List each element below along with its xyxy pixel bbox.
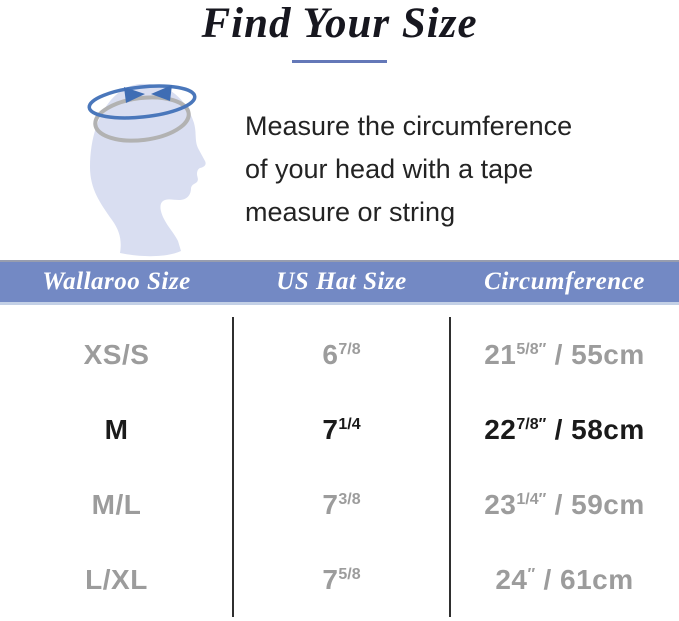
header-us-hat-size: US Hat Size [276,268,407,295]
circ-fraction: 5/8″ [516,340,547,358]
circ-fraction: ″ [527,565,536,583]
circ-fraction: 7/8″ [516,415,547,433]
intro-text: Measure the circumference of your head with a tape measure or string [245,111,573,227]
table-row-l-xl [0,542,679,617]
circ-base: 21 [484,338,517,370]
us-hat-size-value [233,414,450,446]
wallaroo-size-value: M/L [91,488,142,520]
circ-cm: / 59cm [546,488,645,520]
us-size-base: 7 [322,563,339,595]
header-wallaroo-size: Wallaroo Size [42,268,191,295]
circumference-value [450,339,679,371]
size-table-header [0,260,679,305]
circ-base: 22 [484,413,517,445]
us-hat-size-value [233,564,450,596]
intro-section [0,81,679,259]
wallaroo-size-value: XS/S [83,338,150,370]
wallaroo-size-value: M [104,413,129,445]
head-measure-icon [48,81,250,259]
size-table [0,260,679,621]
circ-cm: / 58cm [546,413,645,445]
table-row-xs-s [0,317,679,392]
us-size-base: 7 [322,413,339,445]
circ-base: 24 [495,563,528,595]
table-row-m-l [0,467,679,542]
circ-fraction: 1/4″ [516,490,547,508]
wallaroo-size-value: L/XL [85,563,148,595]
head-measure-illustration [48,81,250,259]
column-divider-2 [449,317,451,617]
us-size-fraction: 1/4 [338,415,361,433]
us-size-fraction: 3/8 [338,490,361,508]
title-underline [292,60,387,63]
circ-cm: / 55cm [546,338,645,370]
column-divider-1 [232,317,234,617]
circ-base: 23 [484,488,517,520]
circ-cm: / 61cm [535,563,634,595]
circumference-value [450,414,679,446]
us-size-base: 6 [322,338,339,370]
us-size-fraction: 7/8 [338,340,361,358]
table-row-m-highlighted [0,392,679,467]
circumference-value [450,489,679,521]
header-circumference: Circumference [484,268,645,295]
us-hat-size-value [233,339,450,371]
us-hat-size-value [233,489,450,521]
us-size-fraction: 5/8 [338,565,361,583]
us-size-base: 7 [322,488,339,520]
size-table-body [0,305,679,621]
page-title: Find Your Size [201,0,478,47]
circumference-value [450,564,679,596]
